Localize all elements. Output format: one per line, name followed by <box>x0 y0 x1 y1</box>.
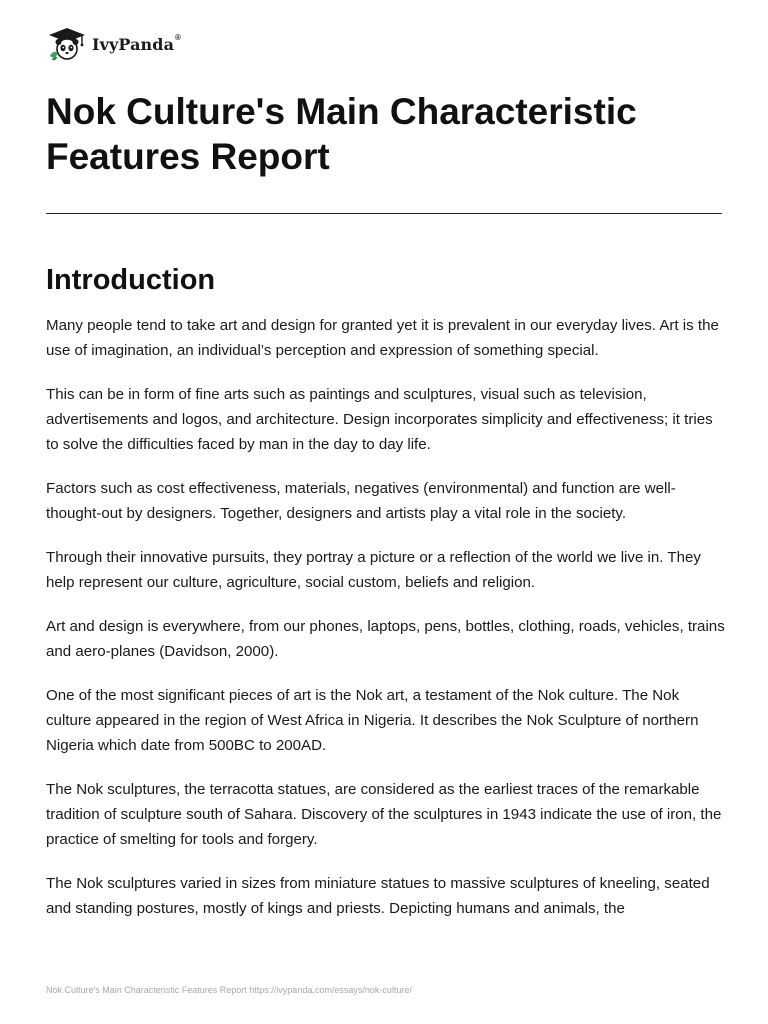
section-heading: Introduction <box>46 264 216 296</box>
title-divider <box>46 213 722 214</box>
paragraph: The Nok sculptures varied in sizes from miniature statues to massive sculptures of kneeling, seated and standing postures, mostly of kings and priests. Depicting humans and animals, the <box>46 874 710 918</box>
article-body <box>46 313 726 940</box>
ivypanda-logo[interactable] <box>46 27 181 61</box>
page-title: Nok Culture's Main Characteristic Features Report <box>46 91 637 177</box>
brand-name: IvyPanda® <box>92 32 182 54</box>
paragraph: One of the most significant pieces of art is the Nok art, a testament of the Nok culture. The Nok culture appeared in the region of West Africa in Nigeria. It describes the Nok Sculpture of northern Nigeria which date from 500BC to 200AD. <box>46 686 699 755</box>
paragraph: The Nok sculptures, the terracotta statues, are considered as the earliest traces of the remarkable tradition of sculpture south of Sahara. Discovery of the sculptures in 1943 indicate the use of iron, the practice of smelting for tools and forgery. <box>46 780 722 849</box>
paragraph: Art and design is everywhere, from our phones, laptops, pens, bottles, clothing, roads, vehicles, trains and aero-planes (Davidson, 2000). <box>46 617 725 661</box>
paragraph: Through their innovative pursuits, they portray a picture or a reflection of the world we live in. They help represent our culture, agriculture, social custom, beliefs and religion. <box>46 548 701 592</box>
paragraph: Factors such as cost effectiveness, materials, negatives (environmental) and function are well-thought-out by designers. Together, designers and artists play a vital role in the society. <box>46 480 676 523</box>
paragraph: This can be in form of fine arts such as paintings and sculptures, visual such as television, advertisements and logos, and architecture. Design incorporates simplicity and effectiveness; it tries to solve the difficulties faced by man in the day to day life. <box>46 385 713 454</box>
registered-mark: ® <box>175 32 182 42</box>
footer-citation: Nok Culture's Main Characteristic Features Report https://ivypanda.com/essays/nok-culture/ <box>46 985 412 995</box>
panda-graduation-cap-icon <box>46 27 88 61</box>
paragraph: Many people tend to take art and design for granted yet it is prevalent in our everyday lives. Art is the use of imagination, an individual’s perception and expression of something special. <box>46 317 719 360</box>
